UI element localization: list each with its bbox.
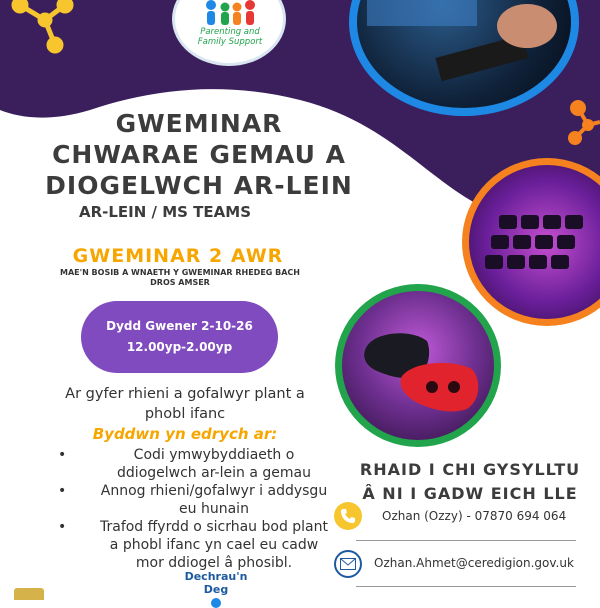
email-link[interactable]: Ozhan.Ahmet@ceredigion.gov.uk xyxy=(374,556,574,570)
parenting-logo xyxy=(172,0,286,66)
date-time: 12.00yp-2.00yp xyxy=(126,340,233,354)
audience-text: Ar gyfer rhieni a gofalwyr plant a phobl ifanc xyxy=(65,386,305,422)
divider xyxy=(356,586,576,587)
list-item: • Trafod ffyrdd o sicrhau bod plant a phobl ifanc yn cael eu cadw mor ddiogel â phosibl. xyxy=(52,518,352,572)
date-badge xyxy=(81,301,278,373)
divider xyxy=(356,540,576,541)
keyboard-keys-icon xyxy=(469,165,600,326)
mail-icon xyxy=(334,550,362,578)
contact-heading: RHAID I CHI GYSYLLTU Â NI I GADW EICH LLE xyxy=(359,460,581,503)
controllers-photo xyxy=(335,284,501,447)
overrun-note: MAE'N BOSIB A WNAETH Y GWEMINAR RHEDEG BACH DROS AMSER xyxy=(60,268,300,287)
topics-heading: Byddwn yn edrych ar: xyxy=(92,425,278,443)
council-logo xyxy=(14,588,44,600)
phone-icon xyxy=(334,502,362,530)
webinar-duration: GWEMINAR 2 AWR xyxy=(72,245,284,267)
subtitle: AR-LEIN / MS TEAMS xyxy=(78,203,252,221)
list-item: • Annog rhieni/gofalwyr i addysgu eu hunain xyxy=(52,482,352,518)
page-title: GWEMINAR CHWARAE GEMAU A DIOGELWCH AR-LEIN xyxy=(45,109,353,200)
list-item: • Codi ymwybyddiaeth o ddiogelwch ar-lein a gemau xyxy=(52,446,352,482)
topics-list xyxy=(52,446,352,572)
logo-text: Parenting and Family Support xyxy=(197,27,263,47)
dechraun-deg-logo xyxy=(180,570,252,600)
footer-logo-text: Dechrau'n Deg xyxy=(184,570,248,596)
date-day: Dydd Gwener 2-10-26 xyxy=(106,319,253,333)
phone-link[interactable]: Ozhan (Ozzy) - 07870 694 064 xyxy=(382,509,567,523)
